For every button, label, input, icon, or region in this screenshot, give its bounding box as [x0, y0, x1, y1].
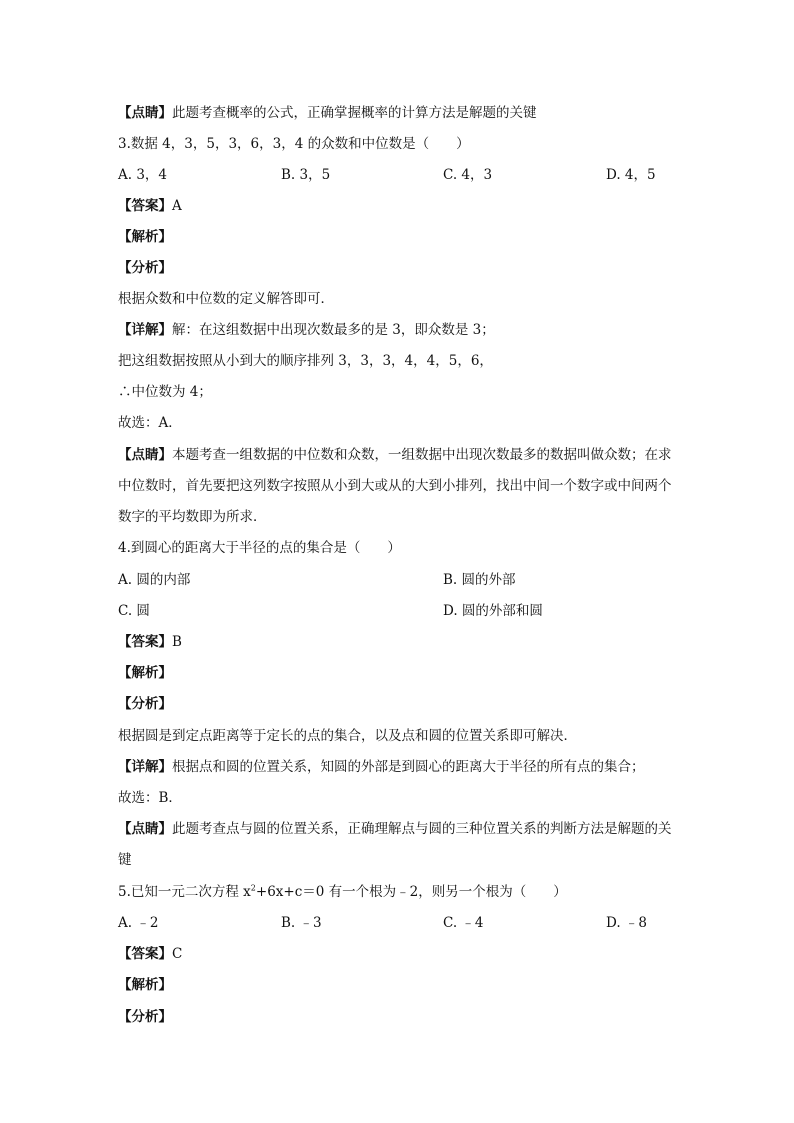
q3-answer [118, 197, 678, 215]
q5-fenxi-tag: 【分析】 [118, 1009, 172, 1025]
q4-option-b: B. 圆的外部 [443, 572, 516, 588]
q4-option-d: D. 圆的外部和圆 [443, 603, 543, 619]
q3-detail-line3: ∴中位数为 4； [118, 384, 212, 400]
detail-tag: 【详解】 [118, 759, 172, 775]
q3-detail-line2: 把这组数据按照从小到大的顺序排列 3，3，3，4，4，5，6， [118, 353, 493, 369]
q5-option-c: C. ﹣4 [443, 915, 484, 931]
q3-option-d: D. 4，5 [606, 167, 656, 183]
q5-analysis-tag: 【解析】 [118, 977, 172, 993]
dianjing-text: 此题考查点与圆的位置关系，正确理解点与圆的三种位置关系的判断方法是解题的关键 [118, 821, 672, 868]
q3-detail [118, 321, 678, 339]
prev-dianjing [118, 104, 678, 122]
q5-answer [118, 945, 678, 963]
answer-value: B [172, 634, 182, 650]
q4-detail [118, 758, 678, 776]
q4-fenxi-tag: 【分析】 [118, 696, 172, 712]
q4-option-a: A. 圆的内部 [118, 572, 191, 588]
q5-stem-pre: 5.已知一元二次方程 x [118, 884, 251, 900]
q5-stem [118, 883, 678, 901]
detail-tag: 【详解】 [118, 322, 172, 338]
q3-stem: 3.数据 4，3，5，3，6，3，4 的众数和中位数是（ ） [118, 136, 470, 152]
q4-dianjing [118, 814, 678, 876]
q5-option-a: A. ﹣2 [118, 915, 159, 931]
q3-fenxi-tag: 【分析】 [118, 260, 172, 276]
q4-analysis-tag: 【解析】 [118, 665, 172, 681]
answer-tag: 【答案】 [118, 946, 172, 962]
q4-answer [118, 633, 678, 651]
q3-fenxi-text: 根据众数和中位数的定义解答即可． [118, 291, 334, 307]
q4-option-c: C. 圆 [118, 603, 150, 619]
answer-tag: 【答案】 [118, 634, 172, 650]
q5-stem-exponent: 2 [250, 883, 256, 893]
q4-detail-line2: 故选：B． [118, 790, 182, 806]
q3-analysis-tag: 【解析】 [118, 229, 172, 245]
dianjing-tag: 【点睛】 [118, 821, 172, 837]
q5-option-b: B. ﹣3 [281, 915, 322, 931]
q5-option-d: D. ﹣8 [606, 915, 648, 931]
q3-dianjing [118, 440, 678, 533]
q3-detail-line4: 故选：A． [118, 415, 182, 431]
dianjing-text: 本题考查一组数据的中位数和众数，一组数据中出现次数最多的数据叫做众数；在求中位数时，首先要把这列数字按照从小到大或从的大到小排列，找出中间一个数字或中间两个数字的平均数即为所求． [118, 447, 672, 525]
answer-value: A [172, 198, 182, 214]
answer-value: C [172, 946, 183, 962]
q4-stem: 4.到圆心的距离大于半径的点的集合是（ ） [118, 540, 401, 556]
dianjing-tag: 【点睛】 [118, 105, 172, 121]
q5-stem-post: +6x+c＝0 有一个根为﹣2，则另一个根为（ ） [255, 884, 567, 900]
q3-option-b: B. 3，5 [281, 167, 331, 183]
dianjing-tag: 【点睛】 [118, 447, 172, 463]
detail-text: 解：在这组数据中出现次数最多的是 3，即众数是 3； [172, 322, 495, 338]
q3-option-a: A. 3，4 [118, 167, 168, 183]
dianjing-text: 此题考查概率的公式，正确掌握概率的计算方法是解题的关键 [172, 105, 537, 121]
q4-fenxi-text: 根据圆是到定点距离等于定长的点的集合，以及点和圆的位置关系即可解决． [118, 728, 577, 744]
detail-text: 根据点和圆的位置关系，知圆的外部是到圆心的距离大于半径的所有点的集合； [172, 759, 645, 775]
q3-option-c: C. 4，3 [443, 167, 493, 183]
answer-tag: 【答案】 [118, 198, 172, 214]
